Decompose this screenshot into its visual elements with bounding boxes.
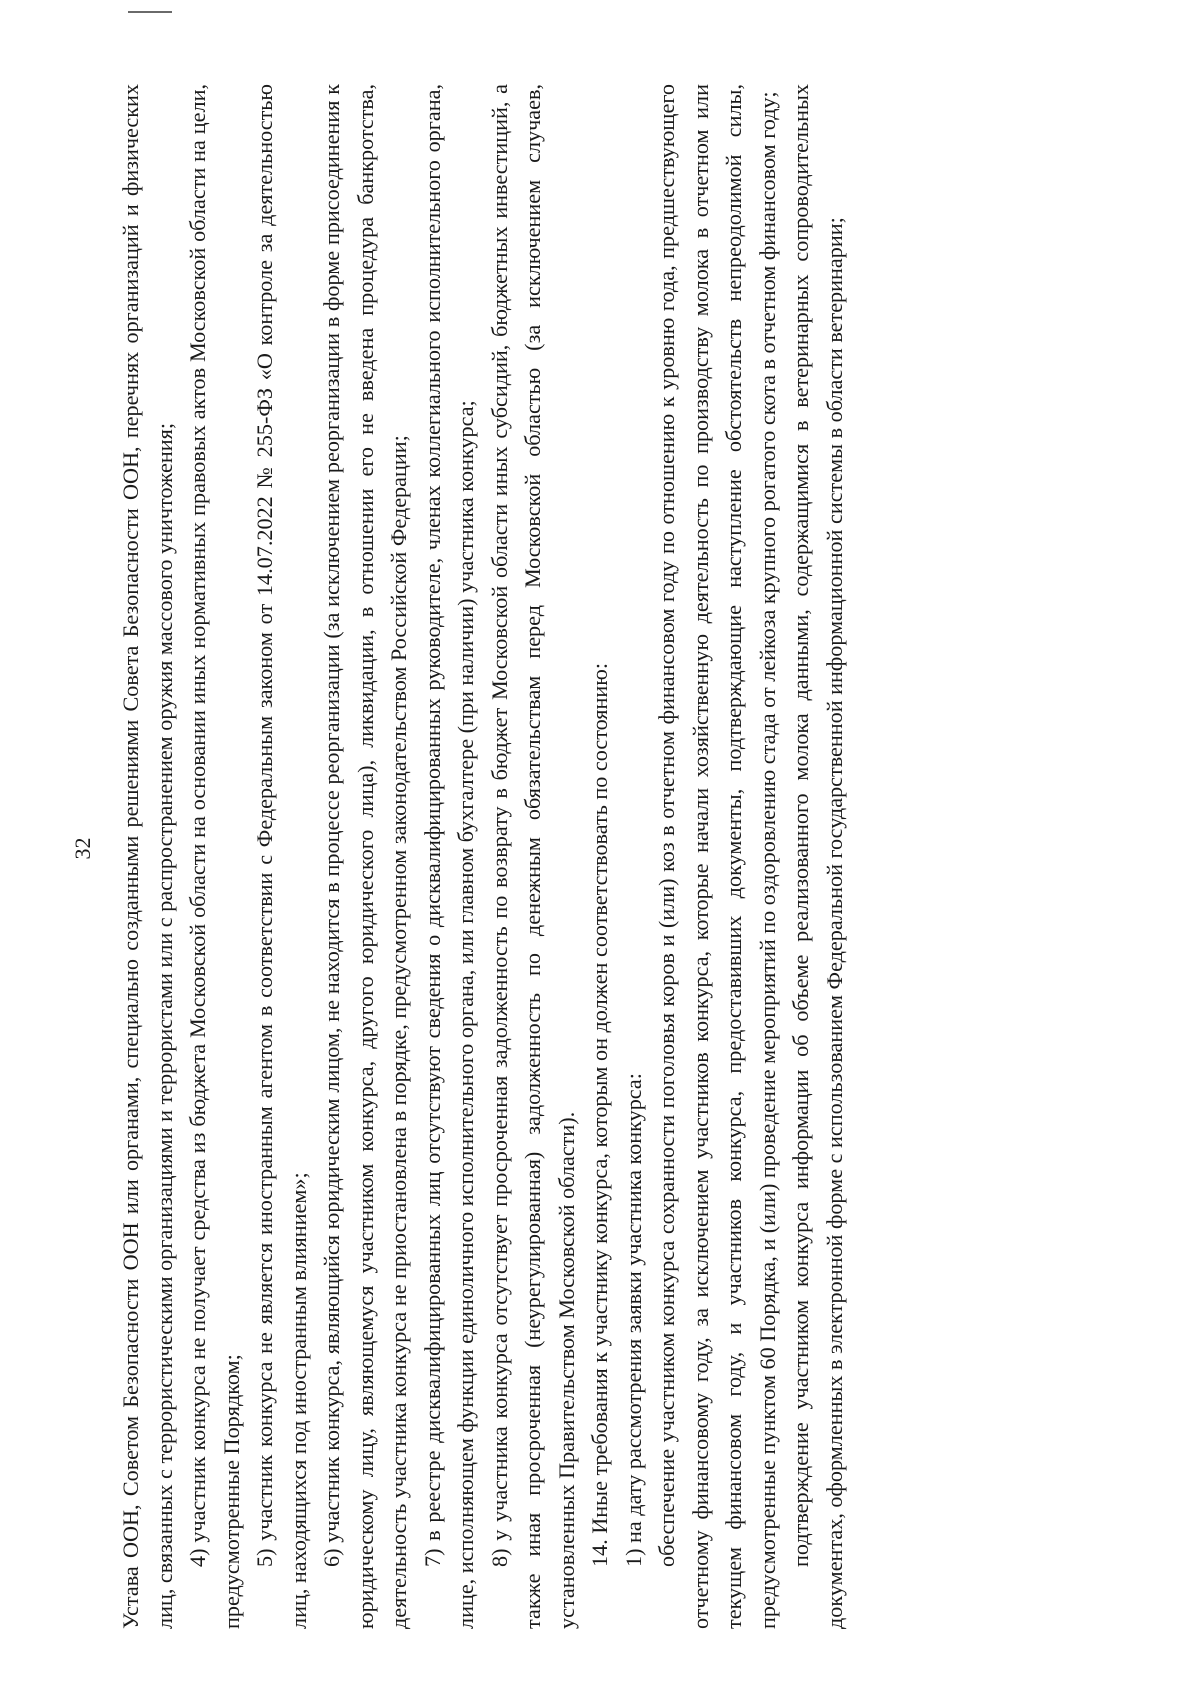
paragraph-milk-volume-confirmation: подтверждение участником конкурса информации об объеме реализованного молока данными, содержащимися в ветеринарных сопроводительных документах, оформленных в электронной форме с использованием Федеральной государственной информационной системы в области ветеринарии; [788,84,847,1629]
paragraph-item-8: 8) у участника конкурса отсутствует просроченная задолженность по возврату в бюджет Московской области иных субсидий, бюджетных инвестиций, а также иная просроченная (неурегулированная) задолженность по денежным обязательствам перед Московской областью (за исключением случаев, установленных Правительством Московской области). [486,84,579,1629]
paragraph-section-14: 14. Иные требования к участнику конкурса, которым он должен соответствовать по состоянию: [587,663,612,1567]
paragraph-herd-preservation: обеспечение участником конкурса сохранности поголовья коров и (или) коз в отчетном финансовом году по отношению к уровню года, предшествующего отчетному финансовому году, за исключением участников конкурса, которые начали хозяйственную деятельность по производству молока в отчетном или текущем финансовом году, и участников конкурса, предоставивших документы, подтверждающие наступление обстоятельств непреодолимой силы, предусмотренные пунктом 60 Порядка, и (или) проведение мероприятий по оздоровлению стада от лейкоза крупного рогатого скота в отчетном финансовом году; [654,84,780,1629]
page-body [114,84,851,1629]
paragraph-item-7: 7) в реестре дисквалифицированных лиц отсутствуют сведения о дисквалифицированных руководителе, членах коллегиального исполнительного органа, лице, исполняющем функции единоличного исполнительного органа, или главном бухгалтере (при наличии) участника конкурса; [419,84,478,1629]
paragraph-un-sanctions-lists: Устава ООН, Советом Безопасности ООН или органами, специально созданными решениями Совета Безопасности ООН, перечнях организаций и физических лиц, связанных с террористическими организациями и террористами или с распространением оружия массового уничтожения; [118,84,177,1629]
paragraph-item-4: 4) участник конкурса не получает средства из бюджета Московской области на основании иных нормативных правовых актов Московской области на цели, предусмотренные Порядком; [185,84,244,1629]
paragraph-item-5: 5) участник конкурса не является иностранным агентом в соответствии с Федеральным законом от 14.07.2022 № 255-ФЗ «О контроле за деятельностью лиц, находящихся под иностранным влиянием»; [252,84,311,1629]
page-number: 32 [70,837,95,860]
paragraph-item-6: 6) участник конкурса, являющийся юридическим лицом, не находится в процессе реорганизации (за исключением реорганизации в форме присоединения к юридическому лицу, являющемуся участником конкурса, другого юридического лица), ликвидации, в отношении его не введена процедура банкротства, деятельность участника конкурса не приостановлена в порядке, предусмотренном законодательством Российской Федерации; [319,84,411,1629]
paragraph-subitem-1: 1) на дату рассмотрения заявки участника конкурса: [620,1073,646,1567]
